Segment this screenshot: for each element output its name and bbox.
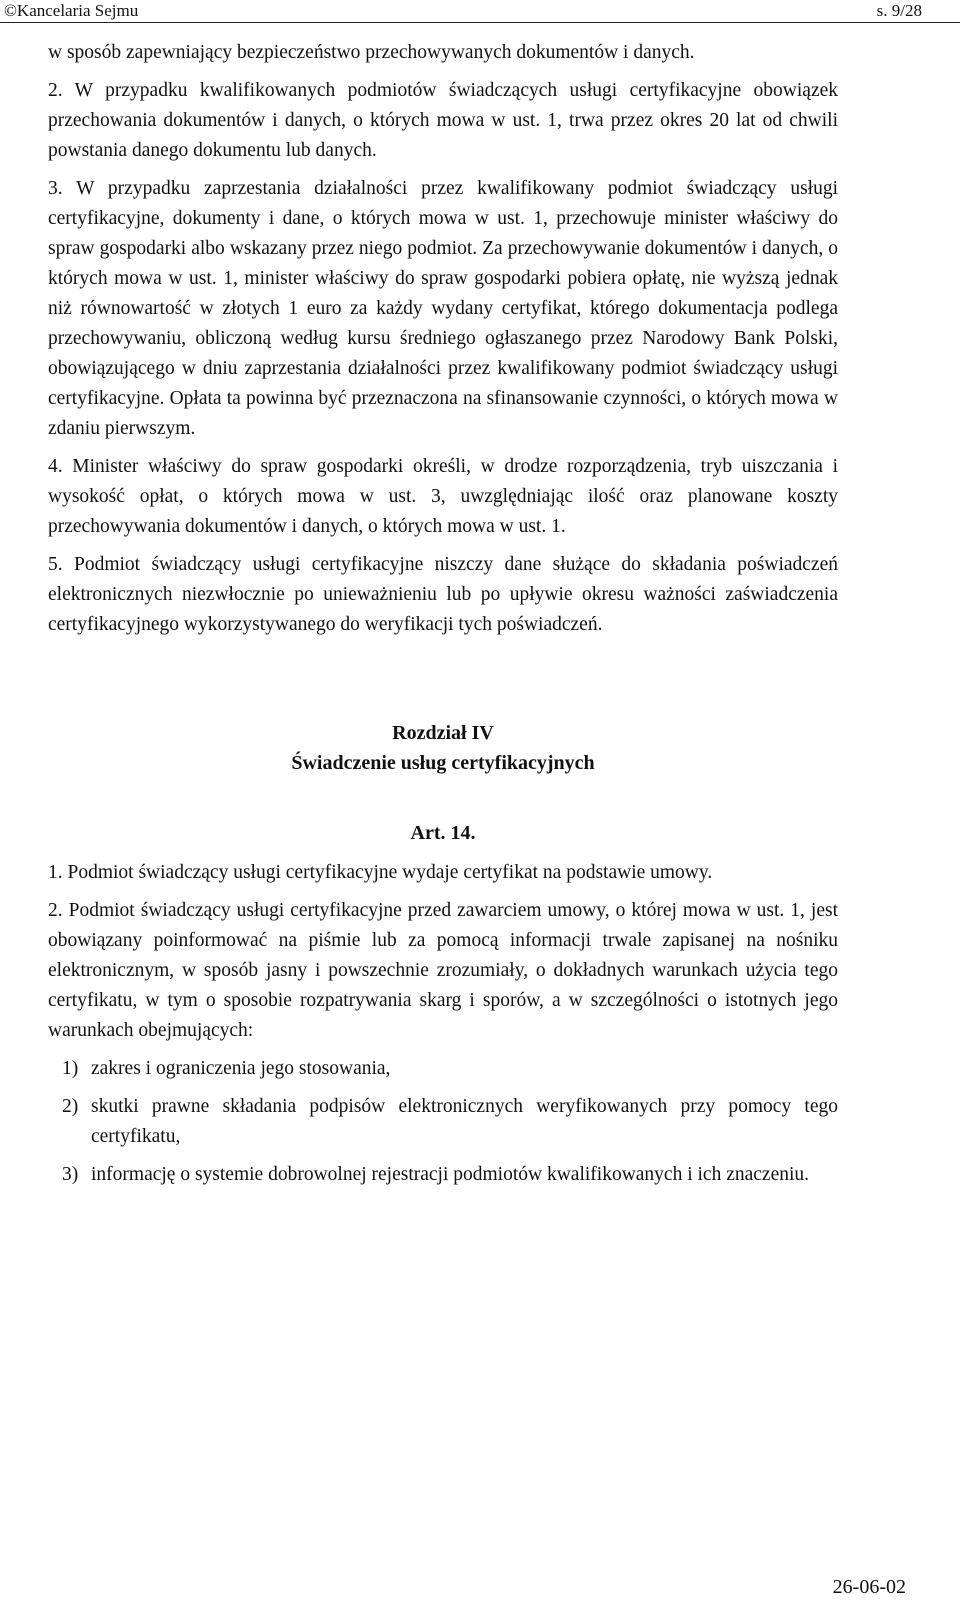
footer-date: 26-06-02: [832, 1576, 906, 1598]
paragraph-3: 3. W przypadku zaprzestania działalności przez kwalifikowany podmiot świadczący usługi certyfikacyjne, dokumenty i dane, o których mowa w ust. 1, przechowuje minister właściwy do spraw gospodarki albo wskazany przez niego podmiot. Za przechowywanie dokumentów i danych, o których mowa w ust. 1, minister właściwy do spraw gospodarki pobiera opłatę, nie wyższą jednak niż równowartość w złotych 1 euro za każdy wydany certyfikat, którego dokumentacja podlega przechowywaniu, obliczoną według kursu średniego ogłaszanego przez Narodowy Bank Polski, obowiązującego w dniu zaprzestania działalności przez kwalifikowany podmiot świadczący usługi certyfikacyjne. Opłata ta powinna być przeznaczona na sfinansowanie czynności, o których mowa w zdaniu pierwszym.: [48, 178, 838, 439]
section-spacer: [48, 648, 838, 718]
document-body: [48, 38, 838, 1198]
list-item: [48, 1160, 838, 1190]
list-item-text: informację o systemie dobrowolnej rejestracji podmiotów kwalifikowanych i ich znaczeniu.: [91, 1164, 810, 1185]
article-paragraph-1: 1. Podmiot świadczący usługi certyfikacyjne wydaje certyfikat na podstawie umowy.: [48, 862, 713, 883]
header-page-number: s. 9/28: [876, 1, 922, 20]
list-item: [48, 1054, 838, 1084]
chapter-number: Rozdział IV: [392, 722, 494, 744]
paragraph-4: 4. Minister właściwy do spraw gospodarki określi, w drodze rozporządzenia, tryb uiszczania i wysokość opłat, o których mowa w ust. 3, uwzględniając ilość oraz planowane koszty przechowywania dokumentów i danych, o których mowa w ust. 1.: [48, 456, 838, 537]
list-item: [48, 1092, 838, 1152]
paragraph-continuation: w sposób zapewniający bezpieczeństwo przechowywanych dokumentów i danych.: [48, 42, 695, 63]
list-item-number: 2): [62, 1096, 79, 1117]
paragraph-5: 5. Podmiot świadczący usługi certyfikacyjne niszczy dane służące do składania poświadczeń elektronicznych niezwłocznie po unieważnieniu lub po upływie okresu ważności zaświadczenia certyfikacyjnego wykorzystywanego do weryfikacji tych poświadczeń.: [48, 554, 838, 635]
article-heading: Art. 14.: [410, 822, 476, 844]
header-source: ©Kancelaria Sejmu: [4, 1, 139, 20]
chapter-title: Świadczenie usług certyfikacyjnych: [291, 752, 595, 774]
section-spacer: [48, 778, 838, 818]
list-item-text: skutki prawne składania podpisów elektronicznych weryfikowanych przy pomocy tego certyfikatu,: [91, 1096, 838, 1147]
list-item-number: 3): [62, 1164, 79, 1185]
list-item-number: 1): [62, 1058, 79, 1079]
paragraph-2: 2. W przypadku kwalifikowanych podmiotów świadczących usługi certyfikacyjne obowiązek przechowania dokumentów i danych, o których mowa w ust. 1, trwa przez okres 20 lat od chwili powstania danego dokumentu lub danych.: [48, 80, 838, 161]
article-paragraph-2: 2. Podmiot świadczący usługi certyfikacyjne przed zawarciem umowy, o której mowa w ust. 1, jest obowiązany poinformować na piśmie lub za pomocą informacji trwale zapisanej na nośniku elektronicznym, w sposób jasny i powszechnie zrozumiały, o dokładnych warunkach użycia tego certyfikatu, w tym o sposobie rozpatrywania skarg i sporów, a w szczególności o istotnych jego warunkach obejmujących:: [48, 900, 838, 1041]
page-header: [0, 0, 960, 23]
list-item-text: zakres i ograniczenia jego stosowania,: [91, 1058, 391, 1079]
